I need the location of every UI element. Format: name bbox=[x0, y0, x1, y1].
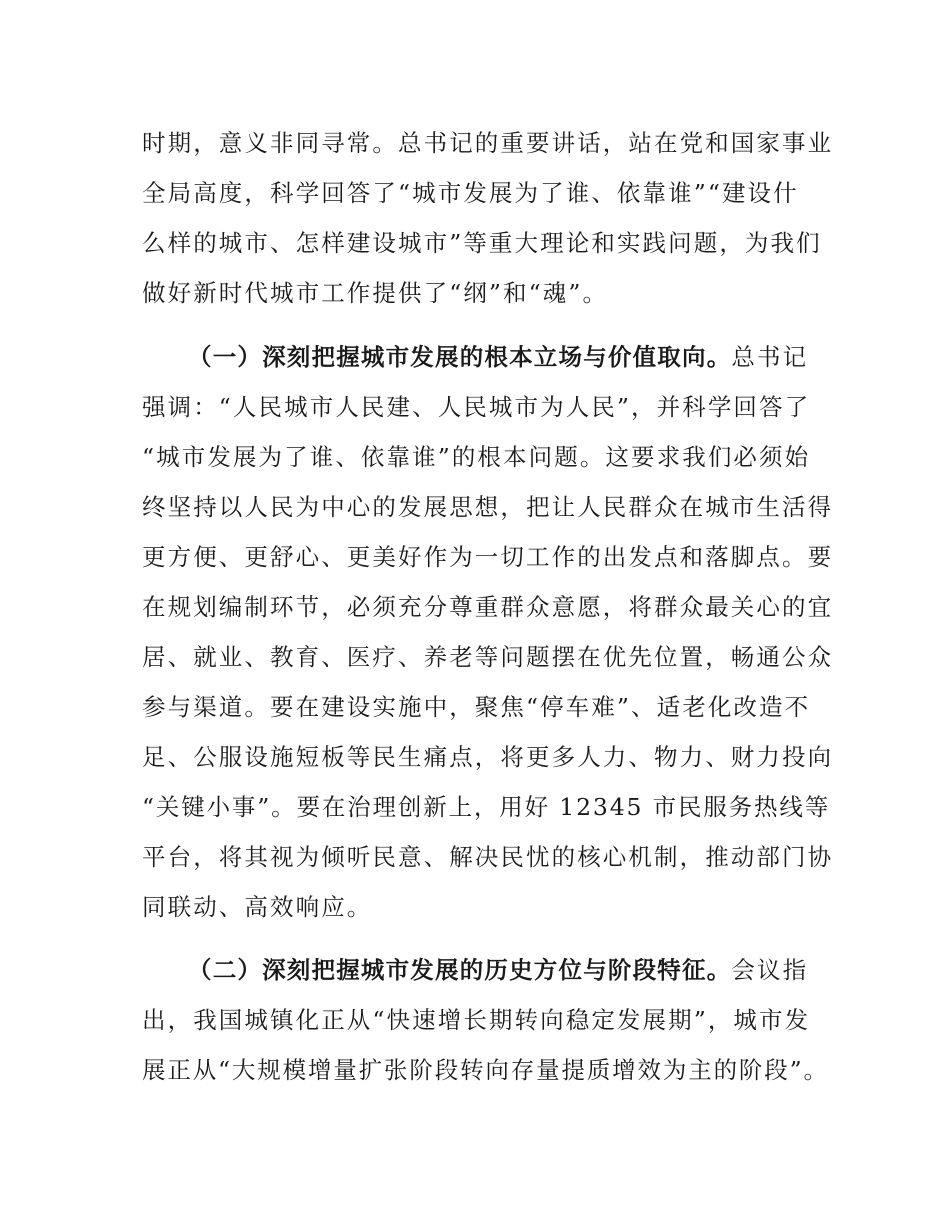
paragraph-line: 时期，意义非同寻常。总书记的重要讲话，站在党和国家事业 bbox=[142, 129, 834, 157]
paragraph-line: 足、公服设施短板等民生痛点，将更多人力、物力、财力投向 bbox=[142, 743, 834, 771]
paragraph-line: 终坚持以人民为中心的发展思想，把让人民群众在城市生活得 bbox=[142, 493, 834, 521]
paragraph-line: 参与渠道。要在建设实施中，聚焦“停车难”、适老化改造不 bbox=[142, 693, 811, 721]
paragraph-line: 居、就业、教育、医疗、养老等问题摆在优先位置，畅通公众 bbox=[142, 643, 834, 671]
section-two-first-line bbox=[188, 945, 832, 995]
paragraph-line: 更方便、更舒心、更美好作为一切工作的出发点和落脚点。要 bbox=[142, 543, 834, 571]
paragraph-line: 出，我国城镇化正从“快速增长期转向稳定发展期”，城市发 bbox=[142, 1006, 811, 1034]
paragraph-line: 展正从“大规模增量扩张阶段转向存量提质增效为主的阶段”。 bbox=[142, 1056, 829, 1084]
paragraph-line: 强调：“人民城市人民建、人民城市为人民”，并科学回答了 bbox=[142, 393, 811, 421]
paragraph-line: 同联动、高效响应。 bbox=[142, 893, 373, 921]
paragraph-line: 么样的城市、怎样建设城市”等重大理论和实践问题，为我们 bbox=[142, 229, 822, 257]
paragraph-line: “城市发展为了谁、依靠谁”的根本问题。这要求我们必须始 bbox=[142, 443, 811, 471]
paragraph-line: 在规划编制环节，必须充分尊重群众意愿，将群众最关心的宜 bbox=[142, 593, 834, 621]
paragraph-line: 平台，将其视为倾听民意、解决民忧的核心机制，推动部门协 bbox=[142, 843, 834, 871]
section-one-heading-rest: 总书记 bbox=[731, 343, 809, 371]
section-two-heading: （二）深刻把握城市发展的历史方位与阶段特征。 bbox=[188, 956, 732, 984]
section-two-heading-rest: 会议指 bbox=[731, 956, 809, 984]
section-one-first-line bbox=[188, 332, 832, 382]
section-one-heading: （一）深刻把握城市发展的根本立场与价值取向。 bbox=[188, 343, 732, 371]
paragraph-line: 做好新时代城市工作提供了“纲”和“魂”。 bbox=[142, 279, 609, 307]
paragraph-line: “关键小事”。要在治理创新上，用好 12345 市民服务热线等 bbox=[142, 793, 831, 821]
paragraph-line: 全局高度，科学回答了“城市发展为了谁、依靠谁”“建设什 bbox=[142, 179, 799, 207]
